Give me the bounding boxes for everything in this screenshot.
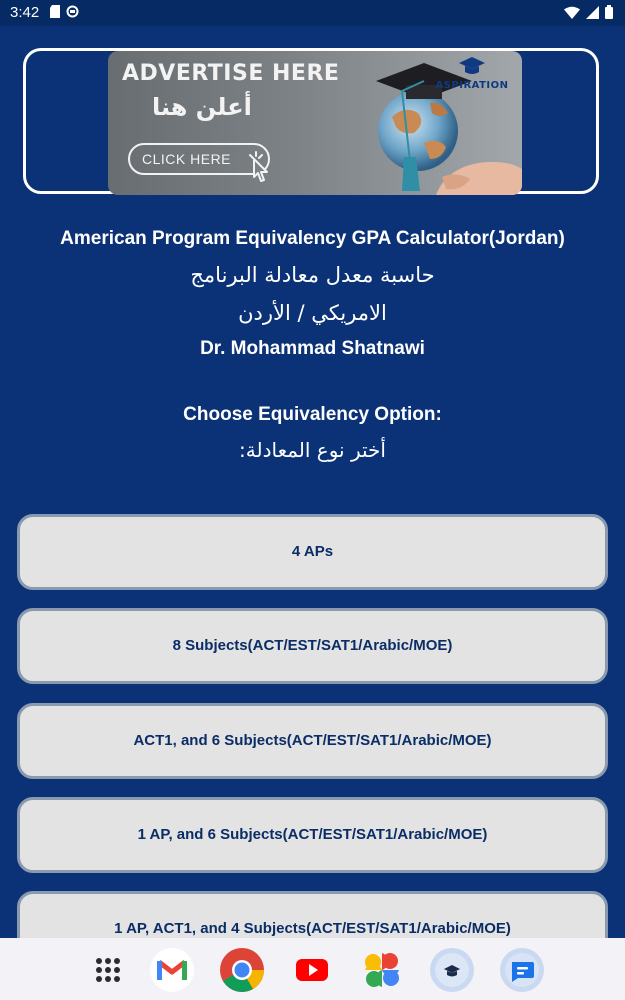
- ad-click-here-button[interactable]: CLICK HERE: [128, 143, 270, 175]
- aspiration-logo: [434, 55, 510, 91]
- app-drawer-icon[interactable]: [85, 947, 131, 993]
- sd-card-icon: [50, 5, 60, 23]
- status-time: 3:42: [10, 4, 40, 21]
- graduation-cap-icon: [457, 55, 487, 77]
- app-dock: [0, 938, 625, 1000]
- prompt-arabic: أختر نوع المعادلة:: [239, 438, 386, 462]
- ad-banner-frame[interactable]: [23, 48, 599, 194]
- wifi-icon: [564, 6, 580, 24]
- ad-banner[interactable]: [108, 51, 522, 195]
- option-8-subjects-button[interactable]: 8 Subjects(ACT/EST/SAT1/Arabic/MOE): [17, 608, 608, 684]
- gmail-icon[interactable]: [149, 947, 195, 993]
- option-1ap-6-subjects-button[interactable]: 1 AP, and 6 Subjects(ACT/EST/SAT1/Arabic/MOE): [17, 797, 608, 873]
- hand-cursor-icon: [242, 149, 278, 190]
- option-4-aps-button[interactable]: 4 APs: [17, 514, 608, 590]
- page-title-arabic-1: حاسبة معدل معادلة البرنامج: [190, 263, 435, 287]
- ad-headline: ADVERTISE HERE: [122, 61, 340, 86]
- photos-icon[interactable]: [359, 947, 405, 993]
- page-title-arabic-2: الامريكي / الأردن: [238, 301, 387, 325]
- aspiration-logo-text: ASPIRATION: [435, 80, 509, 91]
- page-title: American Program Equivalency GPA Calculator(Jordan): [60, 228, 565, 249]
- prompt-english: Choose Equivalency Option:: [183, 404, 442, 425]
- chrome-icon[interactable]: [219, 947, 265, 993]
- option-act1-6-subjects-button[interactable]: ACT1, and 6 Subjects(ACT/EST/SAT1/Arabic/MOE): [17, 703, 608, 779]
- youtube-icon[interactable]: [289, 947, 335, 993]
- battery-icon: [605, 5, 613, 24]
- messages-icon[interactable]: [499, 947, 545, 993]
- gpa-app-icon[interactable]: [429, 947, 475, 993]
- author-name: Dr. Mohammad Shatnawi: [200, 338, 425, 359]
- option-1ap-act1-4-subjects-button[interactable]: 1 AP, ACT1, and 4 Subjects(ACT/EST/SAT1/Arabic/MOE): [17, 891, 608, 967]
- signal-icon: [586, 6, 599, 24]
- option-prompt: [0, 398, 625, 468]
- header: [0, 222, 625, 366]
- ad-headline-arabic: أعلن هنا: [152, 93, 252, 121]
- status-bar: [0, 0, 625, 26]
- sync-icon: [66, 5, 79, 23]
